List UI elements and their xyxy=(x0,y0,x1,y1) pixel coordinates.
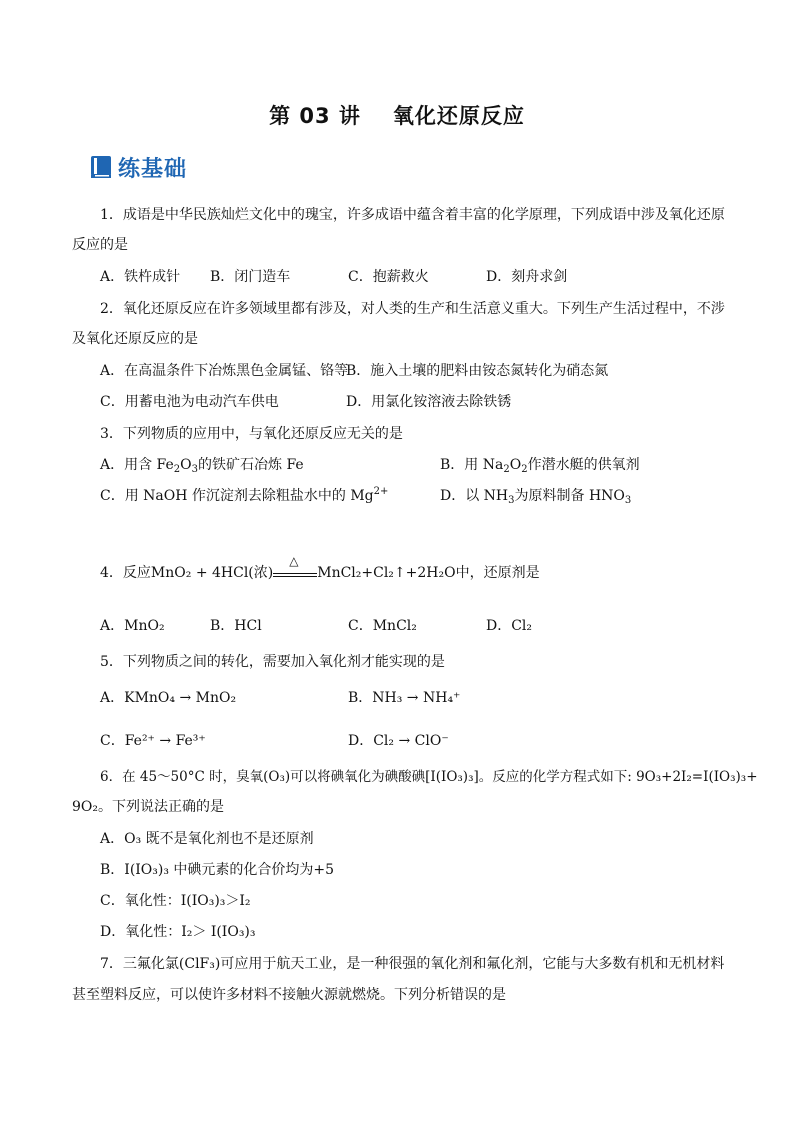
q4-prefix: 4．反应 xyxy=(100,565,151,581)
q4-products: MnCl₂+Cl₂↑+2H₂O xyxy=(317,565,456,581)
lecture-topic: 氧化还原反应 xyxy=(392,104,525,128)
q2-stem-line2: 及氧化还原反应的是 xyxy=(72,331,198,347)
q2-option-d: D．用氯化铵溶液去除铁锈 xyxy=(346,394,512,410)
q1-option-d: D．刻舟求剑 xyxy=(486,269,568,285)
q1-option-a: A．铁杵成针 xyxy=(100,269,181,285)
heat-condition-sign xyxy=(273,554,317,577)
q4-stem xyxy=(100,554,540,583)
q3-stem: 3．下列物质的应用中，与氧化还原反应无关的是 xyxy=(100,426,403,442)
q5-option-d: D．Cl₂ → ClO⁻ xyxy=(348,733,449,749)
q4-suffix: 中，还原剂是 xyxy=(455,565,540,581)
q3-option-c: C．用 NaOH 作沉淀剂去除粗盐水中的 $Mg^{2+}$ xyxy=(100,486,389,504)
q6-stem-line1: 6．在 45～50°C 时，臭氧(O₃)可以将碘氧化为碘酸碘[I(IO₃)₃]。反应的化学方程式如下: 9O₃+2I₂=I(IO₃)₃+ xyxy=(100,769,758,785)
q1-option-b: B．闭门造车 xyxy=(210,269,291,285)
q3-option-a: A．用含 $Fe_2O_3$的铁矿石冶炼 Fe xyxy=(100,457,304,475)
q6-option-b: B．I(IO₃)₃ 中碘元素的化合价均为+5 xyxy=(100,862,335,878)
q2-option-c: C．用蓄电池为电动汽车供电 xyxy=(100,394,279,410)
q7-stem-line1: 7．三氟化氯(ClF₃)可应用于航天工业，是一种很强的氧化剂和氟化剂，它能与大多数有机和无机材料 xyxy=(100,956,725,972)
q1-stem-line1: 1．成语是中华民族灿烂文化中的瑰宝，许多成语中蕴含着丰富的化学原理，下列成语中涉及氧化还原 xyxy=(100,207,725,223)
q4-option-a: A．MnO₂ xyxy=(100,618,165,634)
q4-option-b: B．HCl xyxy=(210,618,262,634)
q5-option-a: A．KMnO₄ → MnO₂ xyxy=(100,690,237,706)
q1-stem-line2: 反应的是 xyxy=(72,237,128,253)
heat-symbol: △ xyxy=(289,554,299,568)
q3-option-d: D．以 $NH_3$为原料制备 $HNO_3$ xyxy=(440,488,632,506)
q4-reactants: MnO₂ + 4HCl(浓) xyxy=(150,565,274,581)
q6-option-a: A．O₃ 既不是氧化剂也不是还原剂 xyxy=(100,831,314,847)
section-header xyxy=(90,152,187,182)
q2-option-b: B．施入土壤的肥料由铵态氮转化为硝态氮 xyxy=(346,363,609,379)
q4-option-d: D．Cl₂ xyxy=(486,618,533,634)
q4-option-c: C．MnCl₂ xyxy=(348,618,417,634)
q6-option-d: D．氧化性：I₂＞ I(IO₃)₃ xyxy=(100,924,256,940)
q6-stem-line2: 9O₂。下列说法正确的是 xyxy=(72,799,224,815)
q3-option-b: B．用 $Na_2O_2$作潜水艇的供氧剂 xyxy=(440,457,640,475)
book-icon xyxy=(90,155,112,179)
q2-stem-line1: 2．氧化还原反应在许多领域里都有涉及，对人类的生产和生活意义重大。下列生产生活过程中，不涉 xyxy=(100,301,725,317)
section-label: 练基础 xyxy=(118,156,188,182)
q5-option-b: B．NH₃ → NH₄⁺ xyxy=(348,690,461,706)
q5-stem: 5．下列物质之间的转化，需要加入氧化剂才能实现的是 xyxy=(100,654,445,670)
q1-option-c: C．抱薪救火 xyxy=(348,269,429,285)
q7-stem-line2: 甚至塑料反应，可以使许多材料不接触火源就燃烧。下列分析错误的是 xyxy=(72,987,506,1003)
lecture-number: 第 03 讲 xyxy=(269,104,361,128)
page-title xyxy=(0,100,794,130)
q6-option-c: C．氧化性：I(IO₃)₃＞I₂ xyxy=(100,893,251,909)
q5-option-c: C．Fe²⁺ → Fe³⁺ xyxy=(100,733,206,749)
q2-option-a: A．在高温条件下冶炼黑色金属锰、铬等 xyxy=(100,363,349,379)
